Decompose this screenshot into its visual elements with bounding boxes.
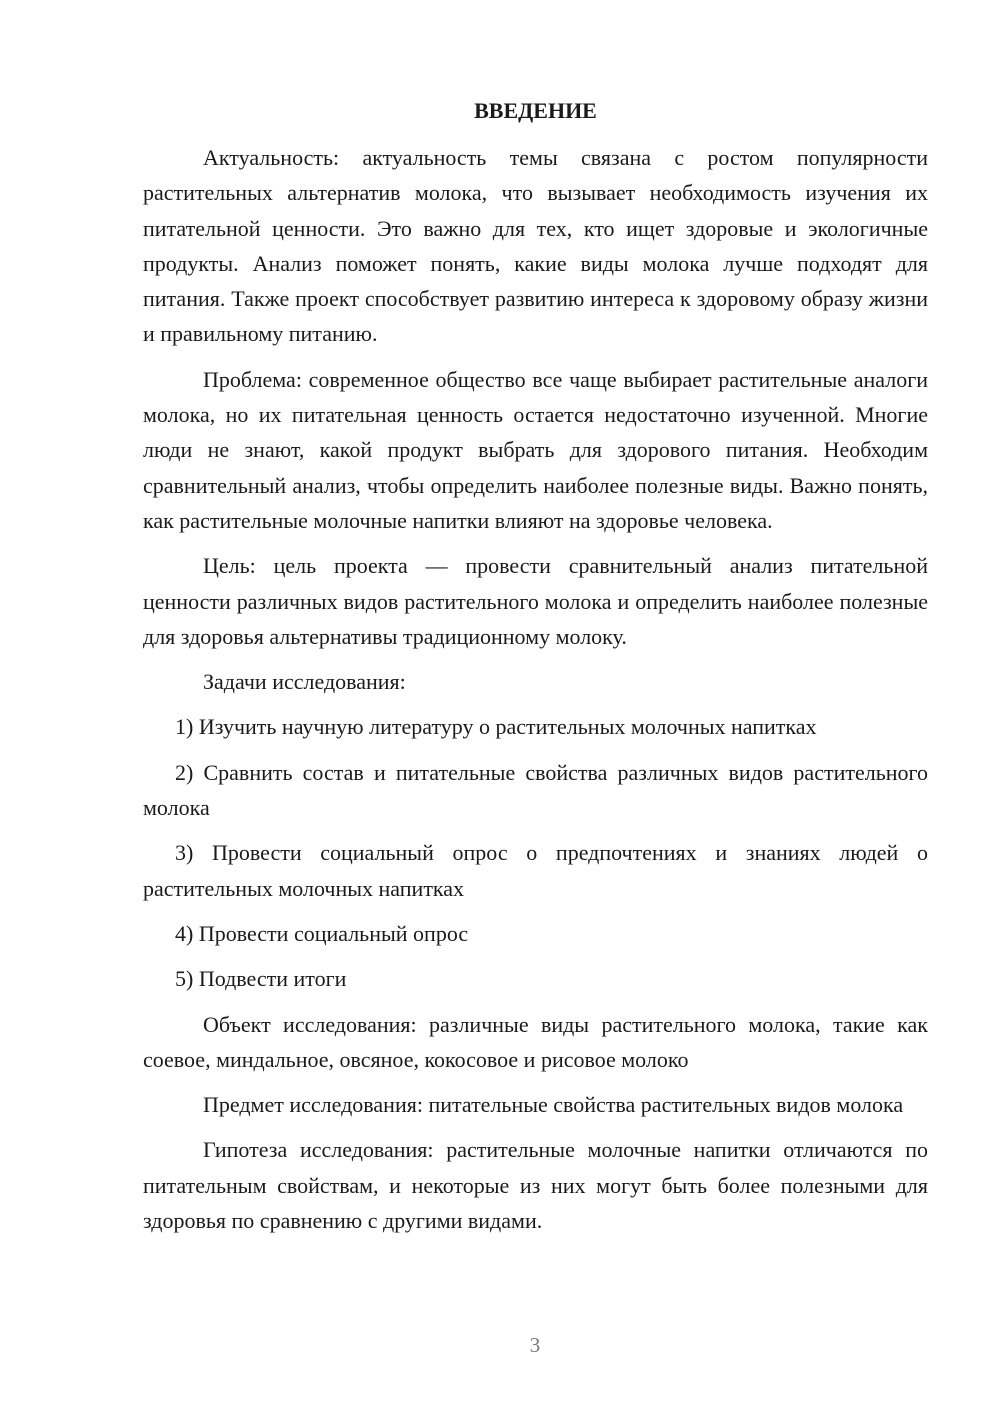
task-item-3: 3) Провести социальный опрос о предпочтениях и знаниях людей о растительных молочных напитках — [143, 840, 928, 901]
task-item-4: 4) Провести социальный опрос — [175, 920, 469, 946]
subject-paragraph: Предмет исследования: питательные свойства растительных видов молока — [203, 1092, 904, 1118]
hypothesis-paragraph: Гипотеза исследования: растительные молочные напитки отличаются по питательным свойствам, и некоторые из них могут быть более полезными для здоровья по сравнению с другими видами. — [143, 1137, 928, 1234]
goal-paragraph: Цель: цель проекта — провести сравнительный анализ питательной ценности различных видов растительного молока и определить наиболее полезные для здоровья альтернативы традиционному молоку. — [143, 553, 928, 649]
task-item-2: 2) Сравнить состав и питательные свойства различных видов растительного молока — [143, 759, 928, 821]
relevance-paragraph: Актуальность: актуальность темы связана с ростом популярности растительных альтернатив молока, что вызывает необходимость изучения их питательной ценности. Это важно для тех, кто ищет здоровые и экологичные продукты. Анализ поможет понять, какие виды молока лучше подходят для питания. Также проект способствует развитию интереса к здоровому образу жизни и правильному питанию. — [143, 145, 928, 347]
page-number: 3 — [529, 1333, 541, 1357]
object-paragraph: Объект исследования: различные виды растительного молока, такие как соевое, миндальное, овсяное, кокосовое и рисовое молоко — [143, 1011, 928, 1072]
page-content — [143, 93, 928, 1248]
tasks-heading: Задачи исследования: — [203, 669, 406, 695]
task-item-5: 5) Подвести итоги — [175, 966, 347, 992]
task-item-1: 1) Изучить научную литературу о растительных молочных напитках — [175, 714, 817, 740]
problem-paragraph: Проблема: современное общество все чаще выбирает растительные аналоги молока, но их питательная ценность остается недостаточно изученной. Многие люди не знают, какой продукт выбрать для здорового питания. Необходим сравнительный анализ, чтобы определить наиболее полезные виды. Важно понять, как растительные молочные напитки влияют на здоровье человека. — [143, 366, 928, 533]
page-title: ВВЕДЕНИЕ — [474, 98, 597, 123]
